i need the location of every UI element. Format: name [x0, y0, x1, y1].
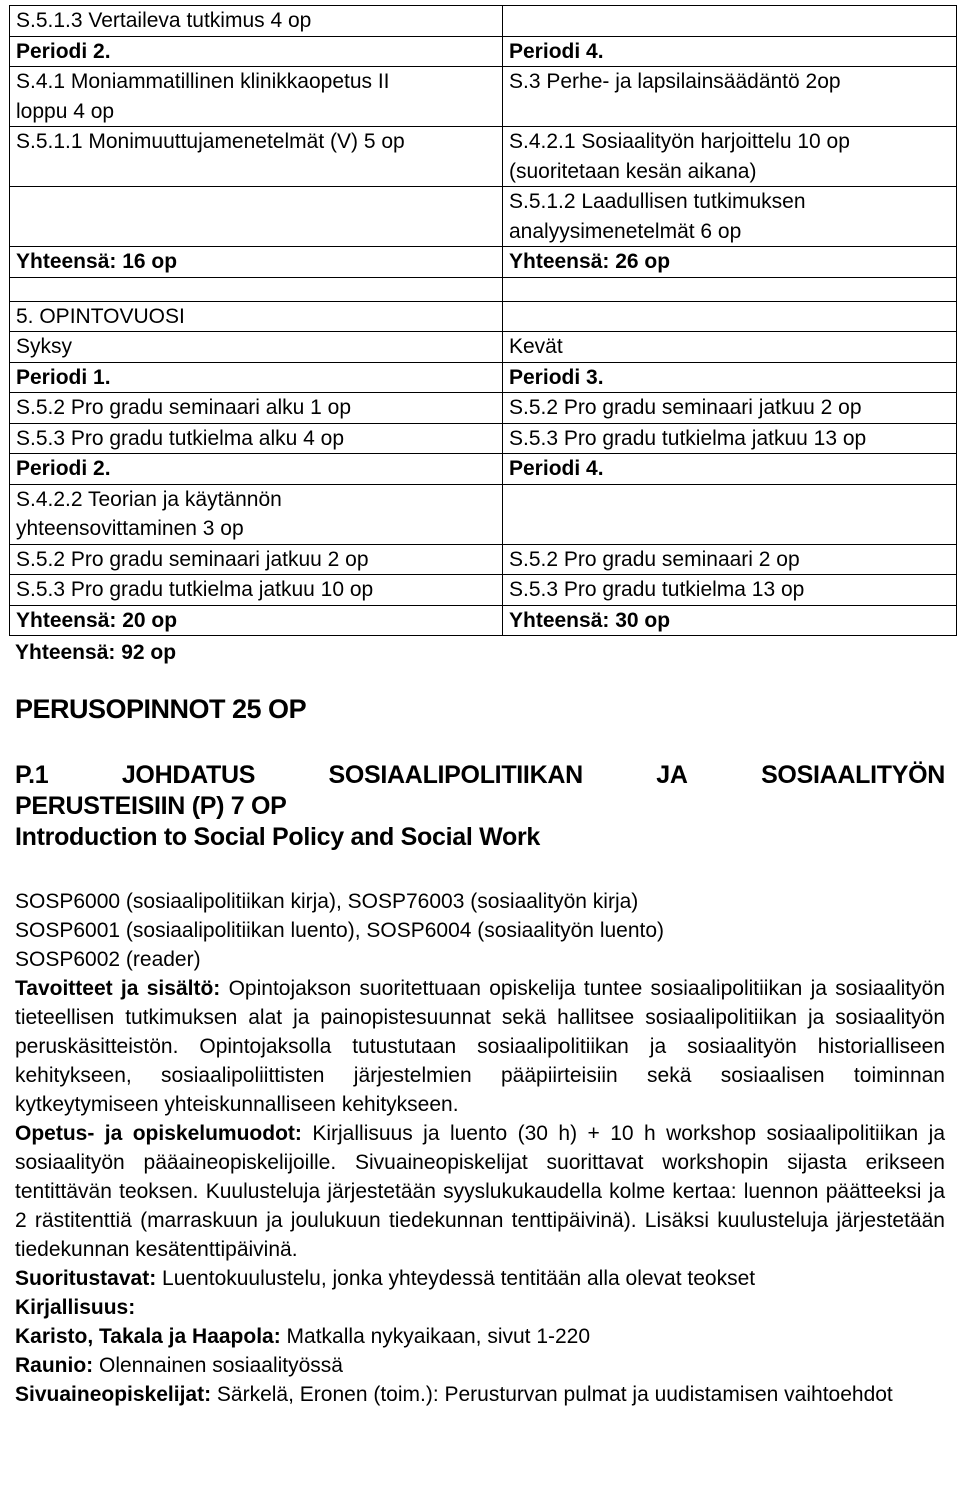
methods-text: Kirjallisuus ja luento (30 h) + 10 h workshop sosiaalipolitiikan ja sosiaalityön pääaineopiskelijoille. Sivuaineopiskelijat suorittavat workshopin sijasta erikseen tentittävän teoksen. Kuulusteluja järjestetään syyslukukaudella kolme kertaa: luennon päätteeksi ja 2 rästitenttiä (marraskuun ja joulukuun tiedekunnan tenttipäivinä). Lisäksi kuulusteluja järjestetään tiedekunnan kesätenttipäivinä.: [15, 1122, 945, 1261]
table-row: [10, 36, 957, 67]
completion-label: Suoritustavat:: [15, 1267, 157, 1290]
subtotal: Yhteensä: 16 op: [10, 247, 503, 278]
table-cell: S.5.1.1 Monimuuttujamenetelmät (V) 5 op: [10, 127, 503, 187]
literature-title: Olennainen sosiaalityössä: [93, 1354, 343, 1377]
course-title-line: [15, 760, 945, 791]
course-title-word: JOHDATUS: [121, 761, 256, 789]
study-plan-table: [9, 5, 957, 636]
methods-paragraph: [15, 1119, 945, 1264]
literature-authors: Raunio:: [15, 1354, 94, 1377]
course-line: loppu 4 op: [16, 99, 115, 123]
table-cell: [10, 484, 503, 544]
table-cell: S.5.2 Pro gradu seminaari alku 1 op: [10, 393, 503, 424]
course-line: S.5.1.2 Laadullisen tutkimuksen: [509, 190, 806, 213]
table-row: [10, 454, 957, 485]
period-label: Periodi 4.: [503, 36, 957, 67]
table-cell: [503, 301, 957, 332]
semester-label: Kevät: [503, 332, 957, 363]
course-title-line: PERUSTEISIIN (P) 7 OP: [15, 792, 287, 820]
course-subtitle: Introduction to Social Policy and Social Work: [15, 823, 541, 851]
course-title-word: SOSIAALITYÖN: [761, 761, 945, 789]
course-line: S.4.2.1 Sosiaalityön harjoittelu 10 op: [509, 130, 850, 153]
course-title-word: P.1: [15, 761, 49, 789]
table-cell: S.5.3 Pro gradu tutkielma alku 4 op: [10, 423, 503, 454]
course-description: [15, 887, 945, 1409]
table-row: [10, 575, 957, 606]
table-row: [10, 127, 957, 187]
completion-text: Luentokuulustelu, jonka yhteydessä tentitään alla olevat teokset: [156, 1267, 756, 1290]
literature-label: Kirjallisuus:: [15, 1296, 136, 1319]
table-row: [10, 484, 957, 544]
table-cell: S.5.3 Pro gradu tutkielma jatkuu 13 op: [503, 423, 957, 454]
completion-paragraph: [15, 1264, 945, 1293]
table-row: [10, 605, 957, 636]
table-row: [10, 187, 957, 247]
goals-paragraph: [15, 974, 945, 1119]
table-row: [10, 6, 957, 37]
table-cell: [503, 484, 957, 544]
table-cell: [503, 127, 957, 187]
table-cell: [503, 277, 957, 301]
table-cell: S.5.2 Pro gradu seminaari jatkuu 2 op: [10, 544, 503, 575]
literature-item: [15, 1322, 945, 1351]
year-label: 5. OPINTOVUOSI: [10, 301, 503, 332]
subtotal: Yhteensä: 26 op: [503, 247, 957, 278]
table-row: [10, 362, 957, 393]
methods-label: Opetus- ja opiskelumuodot:: [15, 1122, 302, 1145]
period-label: Periodi 3.: [503, 362, 957, 393]
goals-text: Opintojakson suoritettuaan opiskelija tuntee sosiaalipolitiikan ja sosiaalityön tieteellisen tutkimuksen alat ja painopistesuunnat sekä hallitsee sosiaalipolitiikan ja sosiaalityön peruskäsitteistön. Opintojaksolla tutustutaan sosiaalipolitiikan ja sosiaalityön historialliseen kehitykseen, sosiaalipoliittisten järjestelmien pääpiirteisiin sekä sosiaalisen toiminnan kytkeytymiseen yhteiskunnalliseen kehitykseen.: [15, 977, 945, 1116]
table-row: [10, 301, 957, 332]
course-codes: SOSP6002 (reader): [15, 948, 201, 971]
course-line: analyysimenetelmät 6 op: [509, 219, 742, 243]
course-line: (suoritetaan kesän aikana): [509, 159, 757, 183]
table-cell: S.5.1.3 Vertaileva tutkimus 4 op: [10, 6, 503, 37]
subtotal: Yhteensä: 20 op: [10, 605, 503, 636]
table-row: [10, 332, 957, 363]
literature-authors: Sivuaineopiskelijat:: [15, 1383, 212, 1406]
table-cell: S.5.3 Pro gradu tutkielma 13 op: [503, 575, 957, 606]
subtotal: Yhteensä: 30 op: [503, 605, 957, 636]
literature-title: Särkelä, Eronen (toim.): Perusturvan pulmat ja uudistamisen vaihtoehdot: [211, 1383, 893, 1406]
table-cell: [10, 67, 503, 127]
table-row: [10, 393, 957, 424]
table-cell: [10, 277, 503, 301]
course-title-word: SOSIAALIPOLITIIKAN: [328, 761, 583, 789]
literature-item: [15, 1380, 945, 1409]
table-cell: S.5.2 Pro gradu seminaari 2 op: [503, 544, 957, 575]
literature-item: [15, 1351, 945, 1380]
table-cell: [503, 187, 957, 247]
period-label: Periodi 2.: [10, 454, 503, 485]
table-row: [10, 247, 957, 278]
period-label: Periodi 1.: [10, 362, 503, 393]
literature-title: Matkalla nykyaikaan, sivut 1-220: [280, 1325, 591, 1348]
course-line: S.4.1 Moniammatillinen klinikkaopetus II: [16, 70, 390, 93]
section-heading: PERUSOPINNOT 25 OP: [15, 694, 307, 724]
grand-total: Yhteensä: 92 op: [15, 641, 177, 664]
period-label: Periodi 4.: [503, 454, 957, 485]
table-row: [10, 423, 957, 454]
table-cell: S.5.3 Pro gradu tutkielma jatkuu 10 op: [10, 575, 503, 606]
table-row: [10, 277, 957, 301]
table-cell: S.5.2 Pro gradu seminaari jatkuu 2 op: [503, 393, 957, 424]
course-codes: SOSP6001 (sosiaalipolitiikan luento), SOSP6004 (sosiaalityön luento): [15, 919, 665, 942]
table-cell: S.3 Perhe- ja lapsilainsäädäntö 2op: [503, 67, 957, 127]
table-row: [10, 67, 957, 127]
goals-label: Tavoitteet ja sisältö:: [15, 977, 221, 1000]
course-title-word: JA: [656, 761, 688, 789]
course-line: S.4.2.2 Teorian ja käytännön: [16, 487, 282, 511]
table-row: [10, 544, 957, 575]
semester-label: Syksy: [10, 332, 503, 363]
course-codes: SOSP6000 (sosiaalipolitiikan kirja), SOSP76003 (sosiaalityön kirja): [15, 890, 639, 913]
table-cell: [503, 6, 957, 37]
table-cell: [10, 187, 503, 247]
literature-authors: Karisto, Takala ja Haapola:: [15, 1325, 281, 1348]
course-title: [15, 760, 945, 853]
course-line: yhteensovittaminen 3 op: [16, 517, 244, 540]
period-label: Periodi 2.: [10, 36, 503, 67]
